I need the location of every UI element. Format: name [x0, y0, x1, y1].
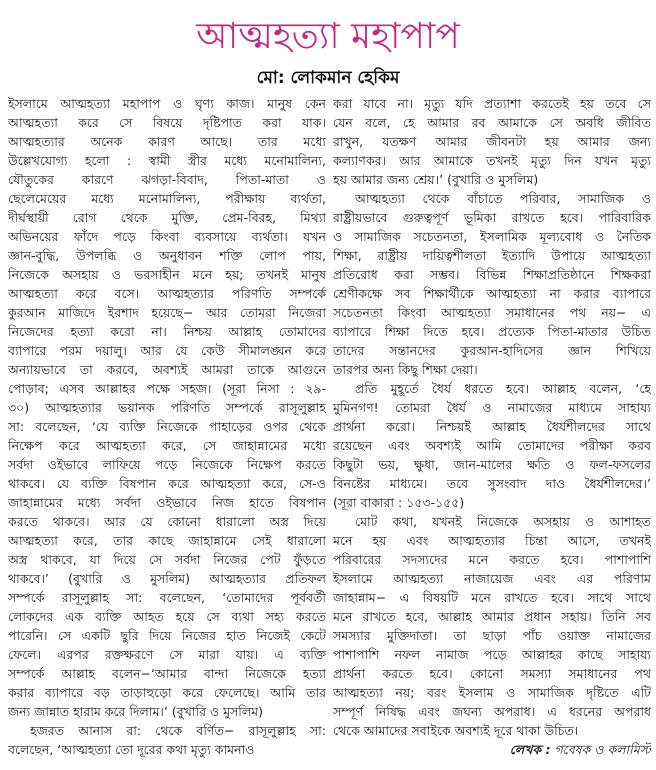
text-line: প্রতিরোধ করা সম্ভব। বিভিন্ন শিক্ষাপ্রতিষ্ঠানে শিক্ষকরা: [333, 267, 651, 282]
text-line: আত্মহত্যা থেকে বাঁচাতে পরিবার, সামাজিক ও: [355, 191, 651, 206]
text-line: শ্রেণীকক্ষে সব শিক্ষার্থীকে আত্মহত্যা না করার ব্যাপারে: [333, 286, 651, 301]
text-line: পরিবারের সদস্যদের মনে করতে হবে। পাশাপাশি: [333, 552, 651, 567]
text-line: করতে থাকবে। আর যে কোনো ধারালো অস্ত্র দিয়ে: [8, 514, 326, 529]
text-line: অস্ত্র থাকবে, যা দিয়ে সে সর্বদা নিজের পেট ফুঁড়তে: [8, 552, 326, 567]
text-line: সম্পূর্ণ নিষিদ্ধ এবং জঘন্য অপরাধ। এ ধরনের অপরাধ: [333, 704, 651, 719]
text-line: হজরত আনাস রা: থেকে বর্ণিত− রাসূলুল্লাহ সা:: [30, 723, 326, 738]
text-line: প্রার্থনা করো। নিশ্চয়ই আল্লাহ ধৈর্যশীলদের সাথে: [333, 419, 651, 434]
text-line: সা: বলেছেন, ‘যে ব্যক্তি নিজেকে পাহাড়ের ওপর থেকে: [8, 419, 326, 434]
text-line: আত্মহত্যা নয়; বরং ইসলাম ও সামাজিক দৃষ্টিতে এটি: [333, 685, 651, 700]
text-line: রাখুন, যতক্ষণ আমার জীবনটা হয় আমার জন্য: [333, 134, 651, 149]
text-line: জন্য জান্নাত হারাম করে দিলাম।’ (বুখারি ও মুসলিম): [8, 704, 263, 719]
text-line: করা যাবে না। মৃত্যু যদি প্রত্যাশা করতেই হয় তবে সে: [333, 96, 651, 111]
text-line: পারেনি। সে একটি ছুরি দিয়ে নিজের হাত নিজেই কেটে: [8, 628, 326, 643]
text-line: বিনষ্টের মাধ্যমে। তবে সুসংবাদ দাও ধৈর্যশীলদের।’: [333, 476, 651, 491]
byline-role: গবেষক ও কলামিস্ট: [554, 742, 651, 757]
text-line: (সূরা বাকারা : ১৫৩-১৫৫): [333, 495, 465, 510]
text-line: ছেলেমেয়ের মধ্যে মনোমালিন্য, পরীক্ষায় ব্যর্থতা,: [8, 191, 326, 206]
text-line: সমস্যার মুক্তিদাতা। তা ছাড়া পাঁচ ওয়াক্ত নামাজের: [333, 628, 651, 643]
text-line: থাকবে। যে ব্যক্তি বিষপান করে আত্মহত্যা করে, সে-ও: [8, 476, 326, 491]
text-line: ইসলামে আত্মহত্যা নাজায়েজ এবং এর পরিণাম: [333, 571, 651, 586]
text-line: জাহান্নাম− এ বিষয়টি মনে রাখতে হবে। সাথে সাথে: [333, 590, 651, 605]
text-line: আত্মহত্যা করে সে বিষয়ে দৃষ্টিপাত করা যাক।: [8, 115, 326, 130]
text-line: তাদের সন্তানদের কুরআন-হাদিসের জ্ঞান শিখিয়ে: [333, 343, 651, 358]
article-title: আত্মহত্যা মহাপাপ: [196, 16, 460, 57]
text-line: ৩০) আত্মহত্যার ভয়ানক পরিণতি সম্পর্কে রাসূলুল্লাহ: [8, 400, 326, 415]
text-line: নিক্ষেপ করে আত্মহত্যা করে, সে জাহান্নামের মধ্যে: [8, 438, 326, 453]
text-line: পোড়াব; এসব আল্লাহর পক্ষে সহজ। (সূরা নিসা : ২৯-: [8, 381, 326, 396]
text-line: যেন বলে, হে আমার রব আমাকে সে অবধি জীবিত: [333, 115, 651, 130]
text-line: অন্যায়ভাবে তা করবে, অবশ্যই আমরা তাকে আগুনে: [8, 362, 326, 377]
text-line: নিজেদের হত্যা করো না। নিশ্চয় আল্লাহ তোমাদের: [8, 324, 326, 339]
text-line: কল্যাণকর। আর আমাকে তখনই মৃত্যু দিন যখন মৃত্যু: [333, 153, 651, 168]
article-column-left: [8, 94, 326, 759]
text-line: লোকদের এক ব্যক্তি আহত হয়ে সে ব্যথা সহ্য করতে: [8, 609, 326, 624]
text-line: কুরআন মাজিদে ইরশাদ হয়েছে− আর তোমরা নিজেরা: [8, 305, 326, 320]
text-line: মনে হয় এবং আত্মহত্যার চিন্তা আসে, তখনই: [333, 533, 651, 548]
text-line: ফেলে। এরপর রক্তক্ষরণে সে মারা যায়। এ ব্যক্তি: [8, 647, 326, 662]
text-line: সর্বদা ওইভাবে লাফিয়ে পড়ে নিজেকে নিক্ষেপ করতে: [8, 457, 326, 472]
text-line: মোট কথা, যখনই নিজেকে অসহায় ও আশাহত: [355, 514, 651, 529]
text-line: রয়েছেন এবং অবশ্যই আমি তোমাদের পরীক্ষা করব: [333, 438, 651, 453]
text-line: সম্পর্কে আল্লাহ বলেন−‘আমার বান্দা নিজেকে হত্যা: [8, 666, 326, 681]
text-line: প্রার্থনা করতে হবে। কোনো সমস্যা সমাধানের পথ: [333, 666, 651, 681]
text-line: উল্লেখযোগ্য হলো : স্বামী স্ত্রীর মধ্যে মনোমালিন্য,: [8, 153, 326, 168]
text-line: প্রতি মুহূর্তে ধৈর্য ধরতে হবে। আল্লাহ বলেন, ‘হে: [355, 381, 651, 396]
text-line: জাহান্নামের মধ্যে সর্বদা ওইভাবে নিজ হাতে বিষপান: [8, 495, 326, 510]
text-line: আত্মহত্যা করে, তার কাছে জাহান্নামে সেই ধারালো: [8, 533, 326, 548]
text-line: করার ব্যাপারে বড় তাড়াহুড়ো করে ফেলেছে। আমি তার: [8, 685, 326, 700]
byline: [333, 740, 651, 759]
text-line: পাশাপাশি নফল নামাজ পড়ে আল্লাহর কাছে সাহায্য: [333, 647, 651, 662]
text-line: থেকে আমাদের সবাইকে অবশ্যই দূরে থাকা উচিত।: [333, 723, 579, 738]
text-line: ব্যাপারে পরম দয়ালু। আর যে কেউ সীমালঙ্ঘন করে: [8, 343, 326, 358]
text-line: জ্ঞান-বুদ্ধি, উপলব্ধি ও অনুধাবন শক্তি লোপ পায়,: [8, 248, 326, 263]
article-column-right: [333, 94, 651, 759]
article-author: মো: লোকমান হেকিম: [256, 68, 400, 88]
text-line: মনে রাখতে হবে, আল্লাহ আমার প্রধান সহায়। তিনি সব: [333, 609, 651, 624]
text-line: থাকবে।’ (বুখারি ও মুসলিম) আত্মহত্যার প্রতিফল: [8, 571, 326, 586]
text-line: শিক্ষা, রাষ্ট্রীয় দায়িত্বশীলতা ইত্যাদি উপায়ে আত্মহত্যা: [333, 248, 651, 263]
text-line: মুমিনগণ! তোমরা ধৈর্য ও নামাজের মাধ্যমে সাহায্য: [333, 400, 651, 415]
byline-label: লেখক :: [509, 742, 551, 757]
text-line: সচেতনতা কিংবা আত্মহত্যা সমাধানের পথ নয়− এ: [333, 305, 651, 320]
text-line: হয় আমার জন্য শ্রেয়।’ (বুখারি ও মুসলিম): [333, 172, 539, 187]
text-line: আত্মহত্যা করে বসে। আত্মহত্যার পরিণতি সম্পর্কে: [8, 286, 326, 301]
text-line: যৌতুকের কারণে ঝগড়া-বিবাদ, পিতা-মাতা ও: [8, 172, 326, 187]
text-line: অভিনয়ের ফাঁদে পড়ে কিংবা ব্যবসায়ে ব্যর্থতা। যখন: [8, 229, 326, 244]
text-line: সম্পর্কে রাসূলুল্লাহ সা: বলেছেন, ‘তোমাদের পূর্ববর্তী: [8, 590, 326, 605]
text-line: আত্মহত্যার অনেক কারণ আছে। তার মধ্যে: [8, 134, 326, 149]
text-line: ব্যাপারে শিক্ষা দিতে হবে। প্রত্যেক পিতা-মাতার উচিত: [333, 324, 651, 339]
text-line: বলেছেন, ‘আত্মহত্যা তো দূরের কথা মৃত্যু কামনাও: [8, 742, 255, 757]
text-line: তারপর অন্য কিছু শিক্ষা দেয়া।: [333, 362, 478, 377]
text-line: ও সামাজিক সচেতনতা, ইসলামিক মূল্যবোধ ও নৈতিক: [333, 229, 651, 244]
text-line: রাষ্ট্রীয়ভাবে গুরুত্বপূর্ণ ভূমিকা রাখতে হবে। পারিবারিক: [333, 210, 651, 225]
text-line: নিজেকে অসহায় ও ভরসাহীন মনে হয়; তখনই মানুষ: [8, 267, 326, 282]
text-line: কিছুটা ভয়, ক্ষুধা, জান-মালের ক্ষতি ও ফল-ফসলের: [333, 457, 651, 472]
text-line: দীর্ঘস্থায়ী রোগ থেকে মুক্তি, প্রেম-বিরহ, মিথ্যা: [8, 210, 326, 225]
text-line: ইসলামে আত্মহত্যা মহাপাপ ও ঘৃণ্য কাজ। মানুষ কেন: [8, 96, 326, 111]
